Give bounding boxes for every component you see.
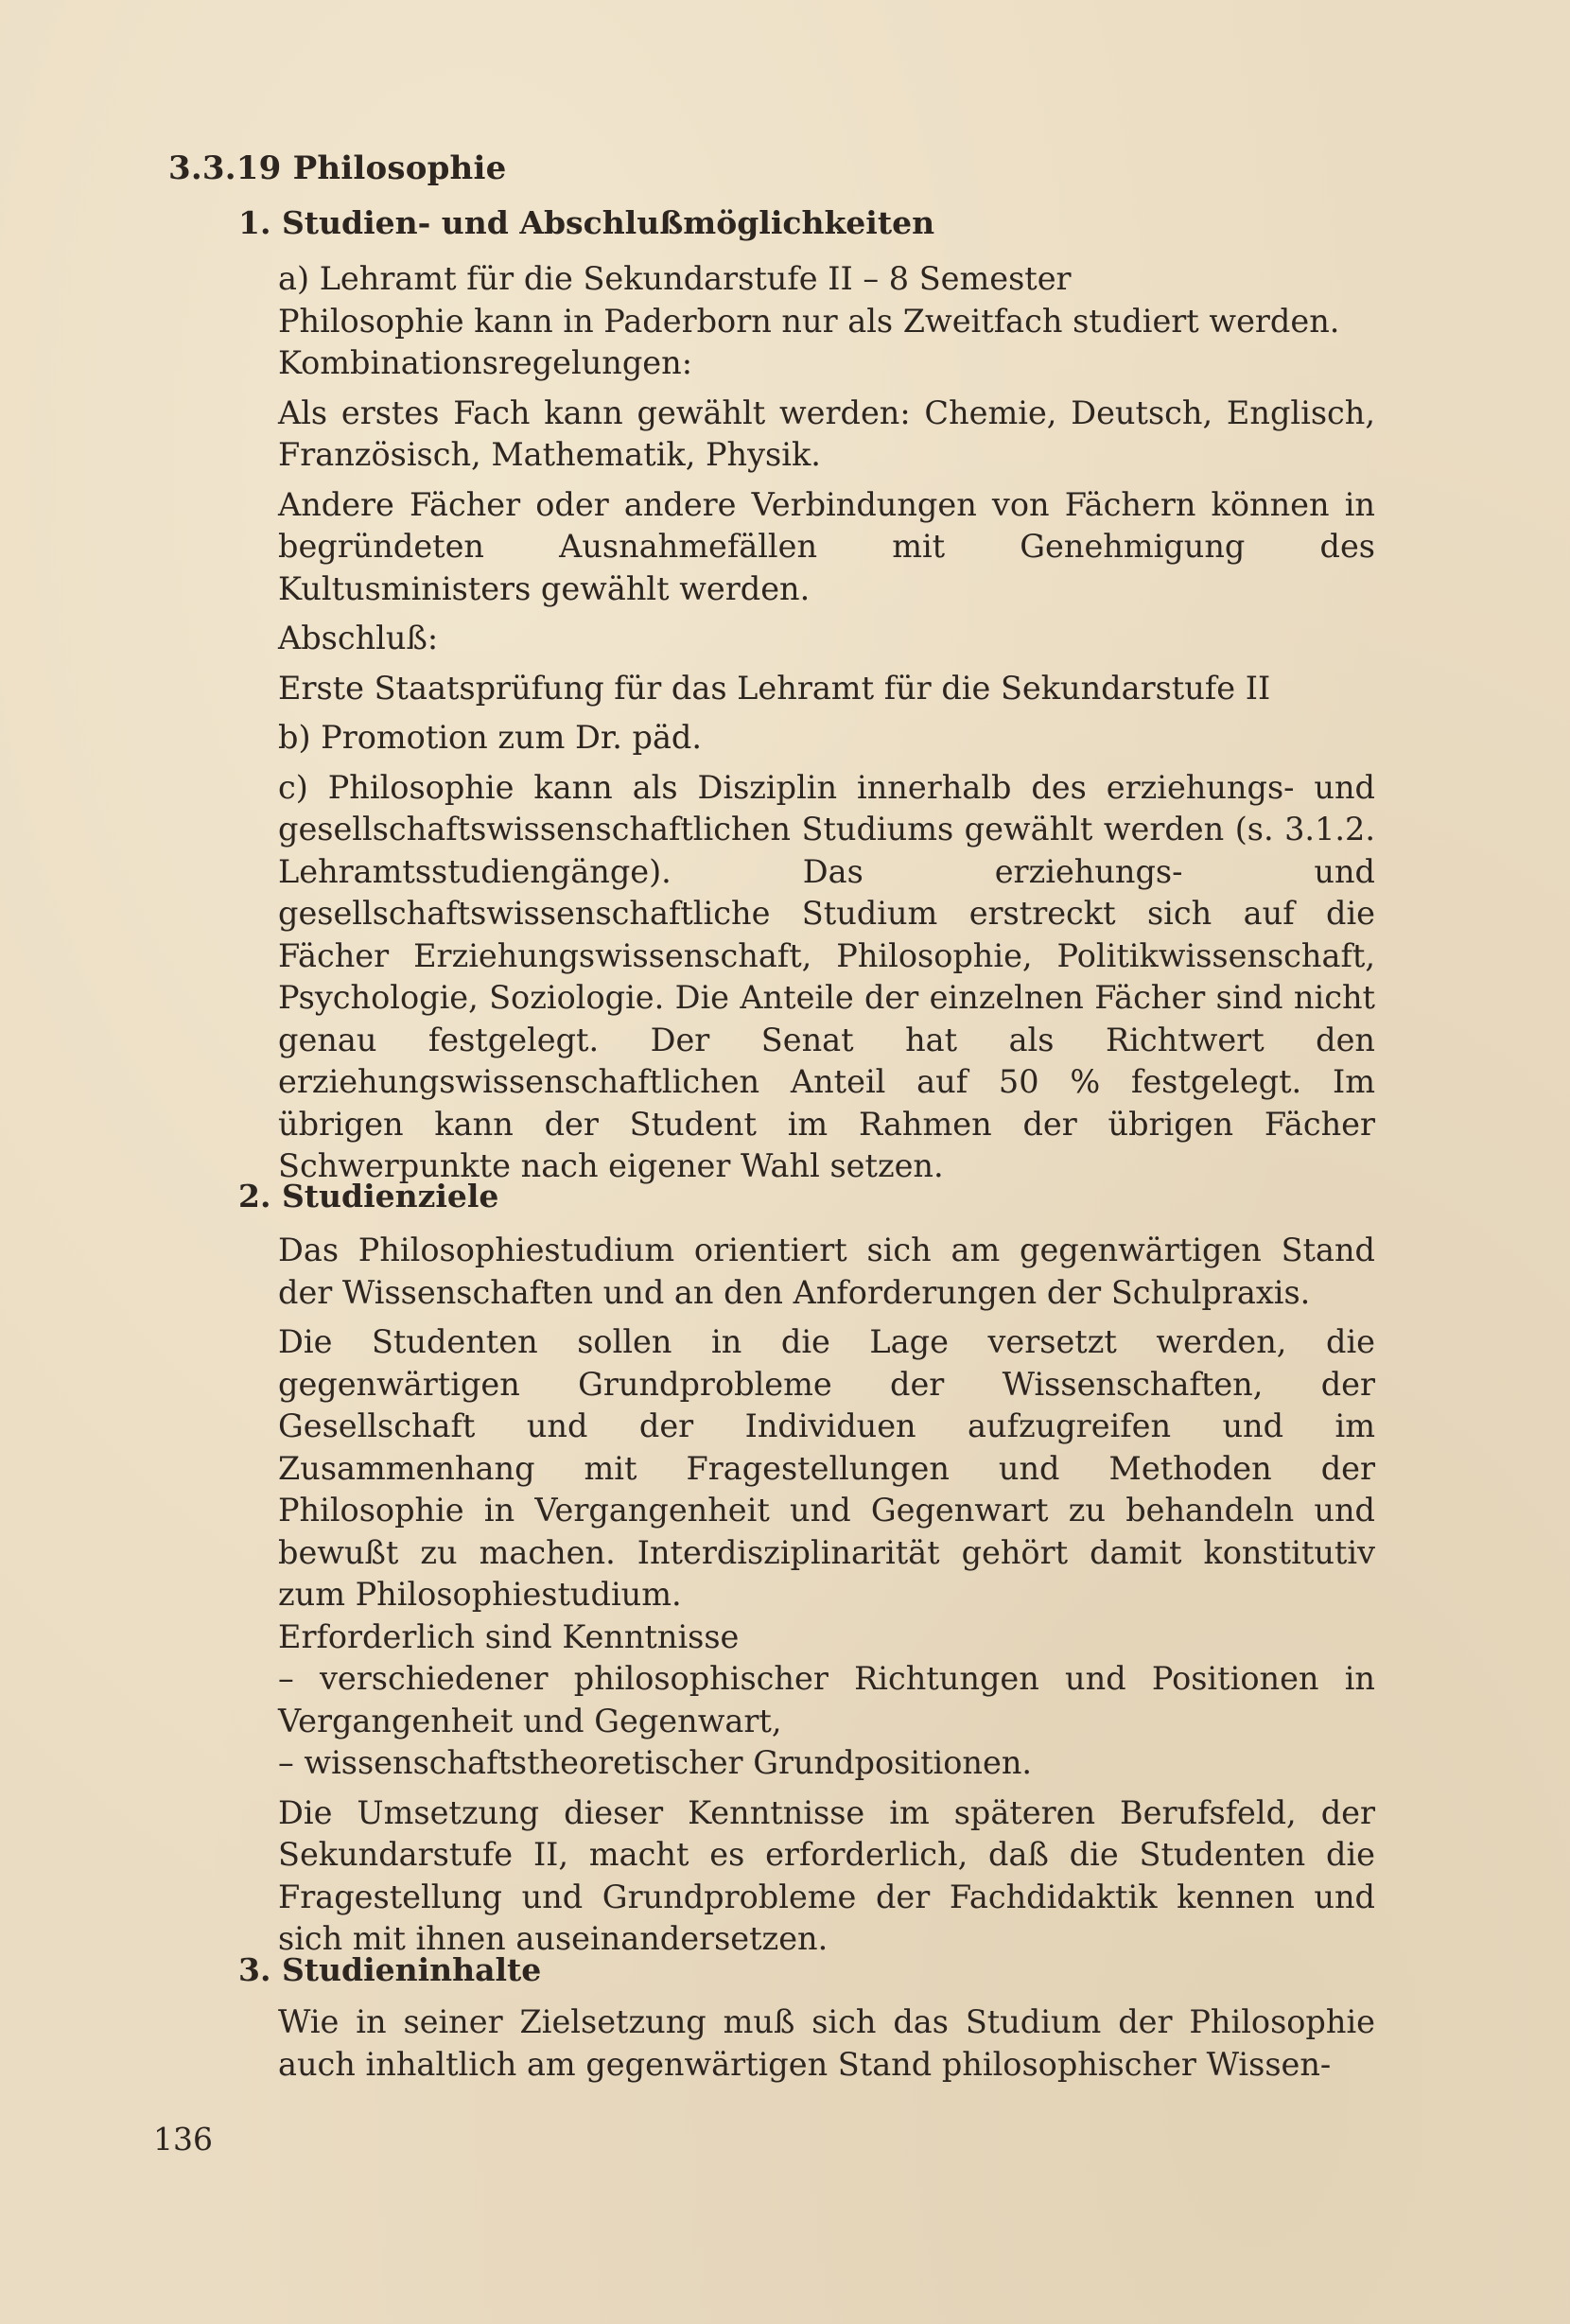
- subheading-studienziele: 2. Studienziele: [238, 1178, 499, 1214]
- list-item: – verschiedener philosophischer Richtungen und Positionen in Vergangenheit und Gegenwart,: [278, 1660, 1375, 1739]
- subheading-studieninhalte: 3. Studieninhalte: [238, 1951, 542, 1988]
- list-item: – wissenschaftstheoretischer Grundpositionen.: [278, 1744, 1033, 1781]
- section-number: 3.3.19: [168, 149, 282, 187]
- paragraph: Abschluß:: [278, 620, 439, 656]
- paragraph: b) Promotion zum Dr. päd.: [278, 719, 703, 756]
- paragraph: Kombinationsregelungen:: [278, 344, 692, 381]
- paragraph: Die Studenten sollen in die Lage versetzt werden, die gegenwärtigen Grundprobleme der Wissenschaften, der Gesellschaft und der Individuen aufzugreifen und im Zusammenhang mit Fragestellungen und Methoden der Philosophie in Vergangenheit und Gegenwart zu behandeln und bewußt zu machen. Interdisziplinarität gehört damit konstitutiv zum Philosophiestudium.: [278, 1323, 1375, 1613]
- section-1-body: [278, 258, 1375, 1188]
- section-2-body: [278, 1230, 1375, 1961]
- paragraph: Philosophie kann in Paderborn nur als Zweitfach studiert werden.: [278, 302, 1340, 340]
- paragraph: Erforderlich sind Kenntnisse: [278, 1617, 740, 1655]
- section-title: [168, 149, 506, 187]
- paragraph: Wie in seiner Zielsetzung muß sich das Studium der Philosophie auch inhaltlich am gegenwärtigen Stand philosophischer Wissen-: [278, 2003, 1375, 2083]
- paragraph: c) Philosophie kann als Disziplin innerhalb des erziehungs- und gesellschaftswissenschaftlichen Studiums gewählt werden (s. 3.1.2. Lehramtsstudiengänge). Das erziehungs- und gesellschaftswissenschaftliche Studium erstreckt sich auf die Fächer Erziehungswissenschaft, Philosophie, Politikwissenschaft, Psychologie, Soziologie. Die Anteile der einzelnen Fächer sind nicht genau festgelegt. Der Senat hat als Richtwert den erziehungswissenschaftlichen Anteil auf 50 % festgelegt. Im übrigen kann der Student im Rahmen der übrigen Fächer Schwerpunkte nach eigener Wahl setzen.: [278, 768, 1375, 1184]
- paragraph: Erste Staatsprüfung für das Lehramt für die Sekundarstufe II: [278, 669, 1271, 707]
- paragraph: Das Philosophiestudium orientiert sich am gegenwärtigen Stand der Wissenschaften und an den Anforderungen der Schulpraxis.: [278, 1232, 1375, 1311]
- paragraph: a) Lehramt für die Sekundarstufe II – 8 Semester: [278, 260, 1072, 297]
- page-number: 136: [153, 2121, 213, 2158]
- paragraph: Die Umsetzung dieser Kenntnisse im späteren Berufsfeld, der Sekundarstufe II, macht es erforderlich, daß die Studenten die Fragestellung und Grundprobleme der Fachdidaktik kennen und sich mit ihnen auseinandersetzen.: [278, 1793, 1375, 1957]
- section-3-body: [278, 2001, 1375, 2086]
- section-name: Philosophie: [292, 149, 507, 187]
- subheading-studien-und-abschluss: 1. Studien- und Abschlußmöglichkeiten: [238, 204, 935, 241]
- paragraph: Als erstes Fach kann gewählt werden: Chemie, Deutsch, Englisch, Französisch, Mathematik, Physik.: [278, 393, 1375, 473]
- paragraph: Andere Fächer oder andere Verbindungen von Fächern können in begründeten Ausnahmefällen mit Genehmigung des Kultusministers gewählt werden.: [278, 485, 1375, 607]
